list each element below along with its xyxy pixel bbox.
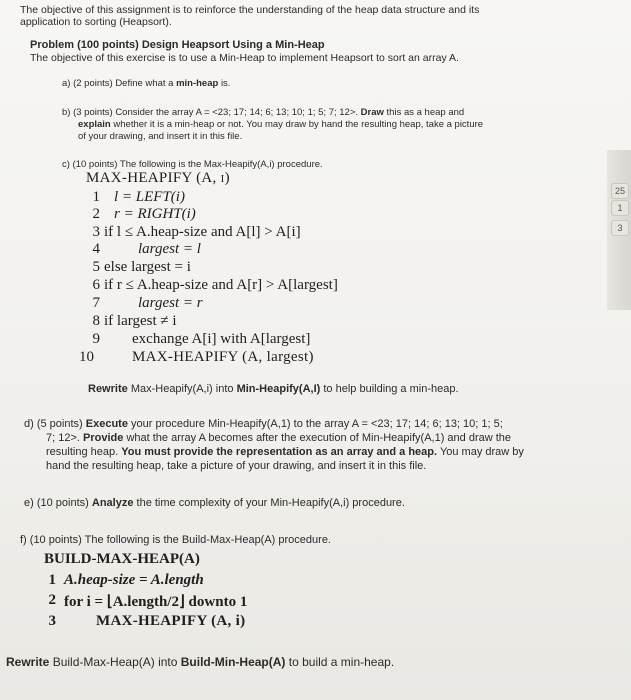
line-code: r = RIGHT(i)	[114, 206, 196, 222]
line-number: 3	[48, 613, 56, 629]
intro-line-1: The objective of this assignment is to reinforce the understanding of the heap data structure and its	[20, 4, 480, 16]
line-number: 9	[92, 331, 100, 347]
part-d-line1-tail: your procedure Min-Heapify(A,1) to the array A = <23; 17; 14; 6; 13; 10; 1; 5;	[131, 418, 503, 430]
line-code: exchange A[i] with A[largest]	[132, 331, 311, 347]
rewrite-purpose: to build a min-heap.	[288, 655, 395, 669]
part-e-lead: e) (10 points)	[24, 497, 89, 509]
line-code: largest = r	[138, 295, 203, 311]
rewrite-purpose: to help building a min-heap.	[323, 383, 459, 395]
rewrite-build-min-heap	[6, 655, 394, 670]
part-e-analyze: Analyze	[91, 497, 134, 509]
rewrite-text: Build-Max-Heap(A) into	[52, 655, 178, 669]
problem-subtitle: The objective of this exercise is to use a Min-Heap to implement Heapsort to sort an array A.	[30, 52, 459, 64]
rewrite-target: Min-Heapify(A,I)	[236, 383, 321, 395]
part-d-line-4: hand the resulting heap, take a picture of your drawing, and insert it in this file.	[46, 460, 427, 472]
problem-title: Problem (100 points) Design Heapsort Using a Min-Heap	[30, 39, 325, 51]
part-a-term: min-heap	[176, 78, 219, 89]
part-e-tail: the time complexity of your Min-Heapify(A,i) procedure.	[136, 497, 405, 509]
part-b-draw: Draw	[360, 107, 384, 118]
rewrite-min-heapify	[88, 383, 459, 396]
part-e	[24, 497, 405, 510]
part-d-line-3	[46, 446, 524, 459]
line-code: for i = ⌊A.length/2⌋ downto 1	[64, 594, 248, 610]
line-number: 2	[48, 592, 56, 608]
line-number: 4	[92, 241, 100, 257]
rewrite-label: Rewrite	[88, 383, 128, 395]
line-code: largest = l	[138, 241, 201, 257]
part-d-line-2	[46, 432, 511, 445]
line-code: MAX-HEAPIFY (A, i)	[96, 613, 246, 629]
part-a-tail: is.	[220, 78, 231, 89]
part-d-lead: d) (5 points)	[24, 418, 83, 430]
line-number: 1	[48, 572, 56, 588]
part-b-line1-tail: this as a heap and	[386, 107, 465, 118]
edge-badge: 1	[611, 200, 629, 216]
edge-badge: 3	[611, 220, 629, 236]
rewrite-label: Rewrite	[6, 655, 50, 669]
part-a	[62, 77, 230, 90]
part-d-line-1	[24, 418, 503, 431]
rewrite-text: Max-Heapify(A,i) into	[130, 383, 234, 395]
part-d-execute: Execute	[85, 418, 128, 430]
part-c: c) (10 points) The following is the Max-Heapify(A,i) procedure.	[62, 159, 323, 170]
line-number: 8	[92, 313, 100, 329]
line-code: if l ≤ A.heap-size and A[l] > A[i]	[104, 224, 301, 240]
part-d-line2-tail: what the array A becomes after the execution of Min-Heapify(A,1) and draw the	[126, 432, 512, 444]
line-code: if largest ≠ i	[104, 313, 177, 329]
build-max-heap-header: BUILD-MAX-HEAP(A)	[44, 551, 200, 567]
line-code: l = LEFT(i)	[114, 189, 185, 205]
line-number: 6	[92, 277, 100, 293]
part-b-line2-tail: whether it is a min-heap or not. You may draw by hand the resulting heap, take a picture	[113, 119, 484, 130]
part-d-line3-tail: You may draw by	[439, 446, 524, 458]
intro-line-2: application to sorting (Heapsort).	[20, 16, 172, 28]
part-b-line-3: of your drawing, and insert it in this file.	[78, 131, 243, 142]
edge-badge: 25	[611, 183, 629, 199]
line-number: 10	[79, 349, 94, 365]
line-number: 1	[92, 189, 100, 205]
line-code: MAX-HEAPIFY (A, largest)	[132, 349, 314, 365]
part-d-array-end: 7; 12>.	[46, 432, 80, 444]
part-b-explain: explain	[78, 119, 111, 130]
line-number: 3	[92, 224, 100, 240]
line-number: 5	[92, 259, 100, 275]
line-code: if r ≤ A.heap-size and A[r] > A[largest]	[104, 277, 338, 293]
part-d-provide: Provide	[83, 432, 124, 444]
rewrite-target: Build-Min-Heap(A)	[180, 655, 286, 669]
part-a-lead: a) (2 points) Define what a	[62, 78, 174, 89]
line-code: A.heap-size = A.length	[64, 572, 204, 588]
part-d-line3-lead: resulting heap.	[46, 446, 119, 458]
part-d-requirement: You must provide the representation as an array and a heap.	[121, 446, 438, 458]
line-number: 7	[92, 295, 100, 311]
part-f: f) (10 points) The following is the Build-Max-Heap(A) procedure.	[20, 534, 331, 546]
part-b-lead: b) (3 points) Consider the array A = <23; 17; 14; 6; 13; 10; 1; 5; 7; 12>.	[62, 107, 359, 118]
max-heapify-header: MAX-HEAPIFY (A, i)	[86, 170, 230, 186]
line-number: 2	[92, 206, 100, 222]
line-code: else largest = i	[104, 259, 191, 275]
